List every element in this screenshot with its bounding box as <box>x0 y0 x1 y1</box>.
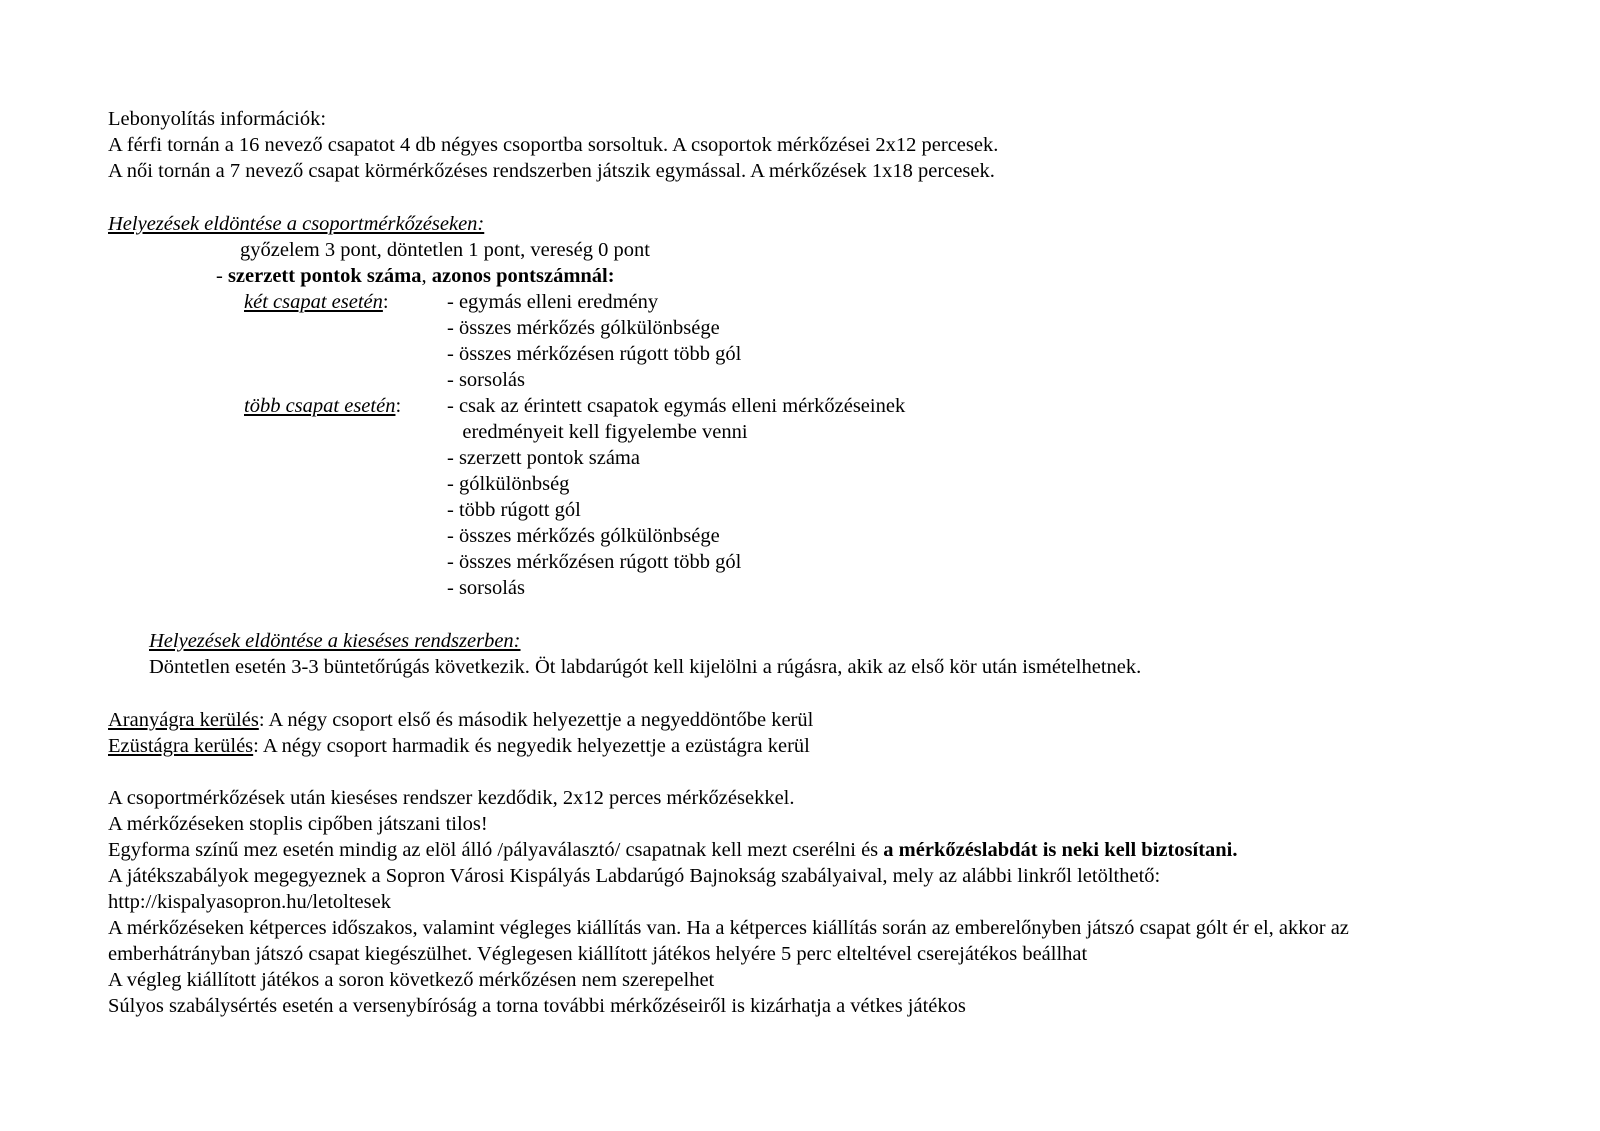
intro-line-men: A férfi tornán a 16 nevező csapatot 4 db négyes csoportba sorsoltuk. A csoportok mérkőzései 2x12 percesek. <box>108 134 999 156</box>
rules-line <box>108 837 1238 863</box>
criteria-prefix: - <box>216 265 228 287</box>
gold-branch-label: Aranyágra kerülés <box>108 709 259 731</box>
rules-line: emberhátrányban játszó csapat kiegészülhet. Véglegesen kiállított játékos helyére 5 perc elteltével cserejátékos beállhat <box>108 943 1088 965</box>
list-item: - több rúgott gól <box>447 499 581 521</box>
list-item: - sorsolás <box>447 577 526 599</box>
gold-branch-text: : A négy csoport első és második helyezettje a negyeddöntőbe kerül <box>258 709 814 731</box>
two-teams-label <box>244 289 389 315</box>
rules-line: A csoportmérkőzések után kieséses rendszer kezdődik, 2x12 perces mérkőzésekkel. <box>108 787 795 809</box>
list-item: - gólkülönbség <box>447 473 570 495</box>
knockout-heading: Helyezések eldöntése a kieséses rendszerben: <box>149 630 521 652</box>
knockout-text: Döntetlen esetén 3-3 büntetőrúgás következik. Öt labdarúgót kell kijelölni a rúgásra, akik az első kör után ismételhetnek. <box>149 656 1142 678</box>
criteria-separator: , <box>421 265 432 287</box>
two-teams-colon: : <box>382 291 389 313</box>
rules-line: Súlyos szabálysértés esetén a versenybíróság a torna további mérkőzéseiről is kizárhatja a vétkes játékos <box>108 995 966 1017</box>
silver-branch-line <box>108 733 810 759</box>
group-rules-heading: Helyezések eldöntése a csoportmérkőzéseken: <box>108 213 485 235</box>
criteria-bold-points: szerzett pontok száma <box>227 265 422 287</box>
criteria-bold-tie: azonos pontszámnál: <box>431 265 615 287</box>
list-item: - összes mérkőzésen rúgott több gól <box>447 551 742 573</box>
rules-line: A mérkőzéseken kétperces időszakos, valamint végleges kiállítás van. Ha a kétperces kiállítás során az emberelőnyben játszó csapat gólt ér el, akkor az <box>108 917 1349 939</box>
jersey-rule-text: Egyforma színű mez esetén mindig az elöl álló /pályaválasztó/ csapatnak kell mezt cserélni és <box>108 839 884 861</box>
list-item: - összes mérkőzés gólkülönbsége <box>447 525 720 547</box>
more-teams-colon: : <box>395 395 402 417</box>
silver-branch-text: : A négy csoport harmadik és negyedik helyezettje a ezüstágra kerül <box>253 735 810 757</box>
list-item: - egymás elleni eredmény <box>447 291 659 313</box>
list-item: - összes mérkőzésen rúgott több gól <box>447 343 742 365</box>
two-teams-label-text: két csapat esetén <box>244 291 383 313</box>
rules-line: A mérkőzéseken stoplis cipőben játszani tilos! <box>108 813 488 835</box>
list-item: - csak az érintett csapatok egymás elleni mérkőzéseinek <box>447 395 906 417</box>
intro-line-women: A női tornán a 7 nevező csapat körmérkőzéses rendszerben játszik egymással. A mérkőzések 1x18 percesek. <box>108 160 995 182</box>
intro-heading: Lebonyolítás információk: <box>108 108 327 130</box>
list-item: - szerzett pontok száma <box>447 447 640 469</box>
rules-line: A játékszabályok megegyeznek a Sopron Városi Kispályás Labdarúgó Bajnokság szabályaival, mely az alábbi linkről letölthető: <box>108 865 1161 887</box>
more-teams-label <box>244 393 401 419</box>
criteria-line <box>216 263 615 289</box>
more-teams-label-text: több csapat esetén <box>244 395 396 417</box>
jersey-rule-bold: a mérkőzéslabdát is neki kell biztosítani. <box>883 839 1238 861</box>
rules-link[interactable]: http://kispalyasopron.hu/letoltesek <box>108 891 391 913</box>
list-item: eredményeit kell figyelembe venni <box>447 421 748 443</box>
list-item: - összes mérkőzés gólkülönbsége <box>447 317 720 339</box>
gold-branch-line <box>108 707 813 733</box>
rules-line: A végleg kiállított játékos a soron következő mérkőzésen nem szerepelhet <box>108 969 715 991</box>
silver-branch-label: Ezüstágra kerülés <box>108 735 254 757</box>
points-line: győzelem 3 pont, döntetlen 1 pont, vereség 0 pont <box>240 239 650 261</box>
list-item: - sorsolás <box>447 369 526 391</box>
